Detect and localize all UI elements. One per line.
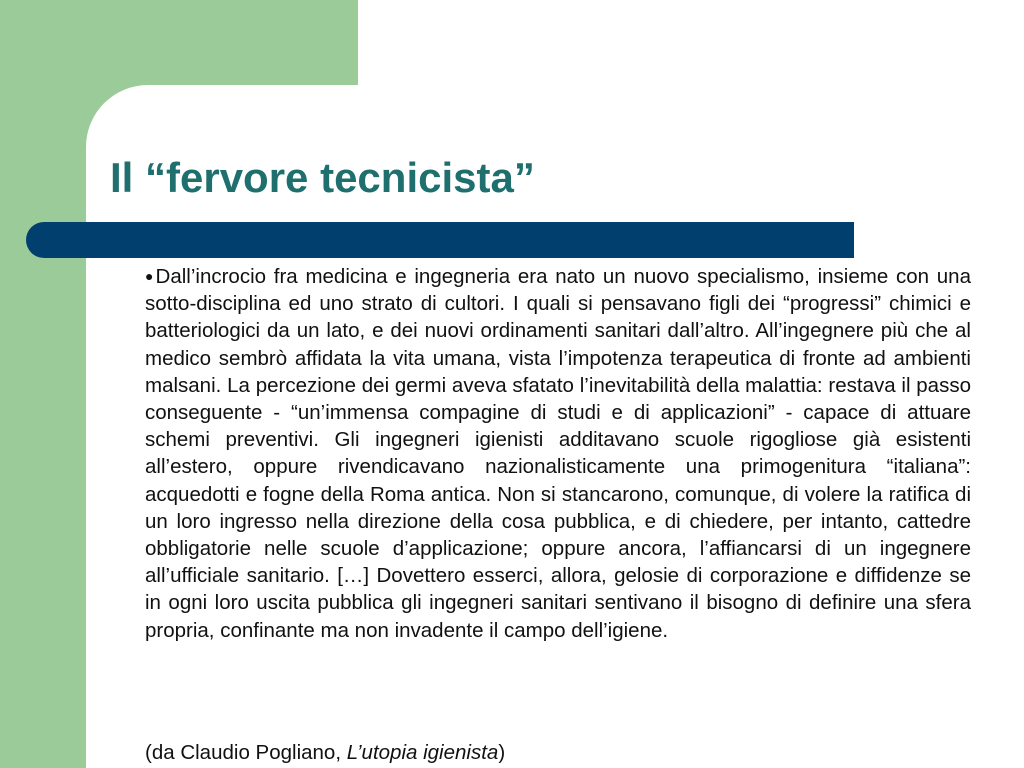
citation-prefix: (da Claudio Pogliano, — [145, 741, 347, 764]
citation-suffix: ) — [498, 741, 506, 764]
citation-work-title: L’utopia igienista — [346, 741, 499, 764]
bullet-icon: ● — [145, 268, 156, 284]
citation — [145, 739, 505, 766]
body-text: Dall’incrocio fra medicina e ingegneria era nato un nuovo specialismo, insieme con una sotto-disciplina ed uno strato di cultori. I quali si pensavano figli dei “progressi” chimici e batteriologici da un lato, e dei nuovi ordinamenti sanitari dall’altro. All’ingegnere più che al medico sembrò affidata la vita umana, vista l’impotenza terapeutica di fronte ad ambienti malsani. La percezione dei germi aveva sfatato l’inevitabilità della malattia: restava il passo conseguente - “un’immensa compagine di studi e di applicazioni” - capace di attuare schemi preventivi. Gli ingegneri igienisti additavano scuole rigogliose già esistenti all’estero, oppure rivendicavano nazionalisticamente una primogenitura “italiana”: acquedotti e fogne della Roma antica. Non si stancarono, comunque, di volere la ratifica di un loro ingresso nella direzione della cosa pubblica, e di chiedere, per intanto, cattedre obbligatorie nelle scuole d’applicazione; oppure ancora, l’affiancarsi di un ingegnere all’ufficiale sanitario. […] Dovettero esserci, allora, gelosie di corporazione e diffidenze se in ogni loro uscita pubblica gli ingegneri sanitari sentivano il bisogno di definire una sfera propria, confinante ma non invadente il campo dell’igiene. — [145, 265, 971, 642]
title-underline-bar — [26, 222, 854, 258]
body-paragraph — [145, 263, 971, 644]
slide-title: Il “fervore tecnicista” — [110, 154, 535, 201]
